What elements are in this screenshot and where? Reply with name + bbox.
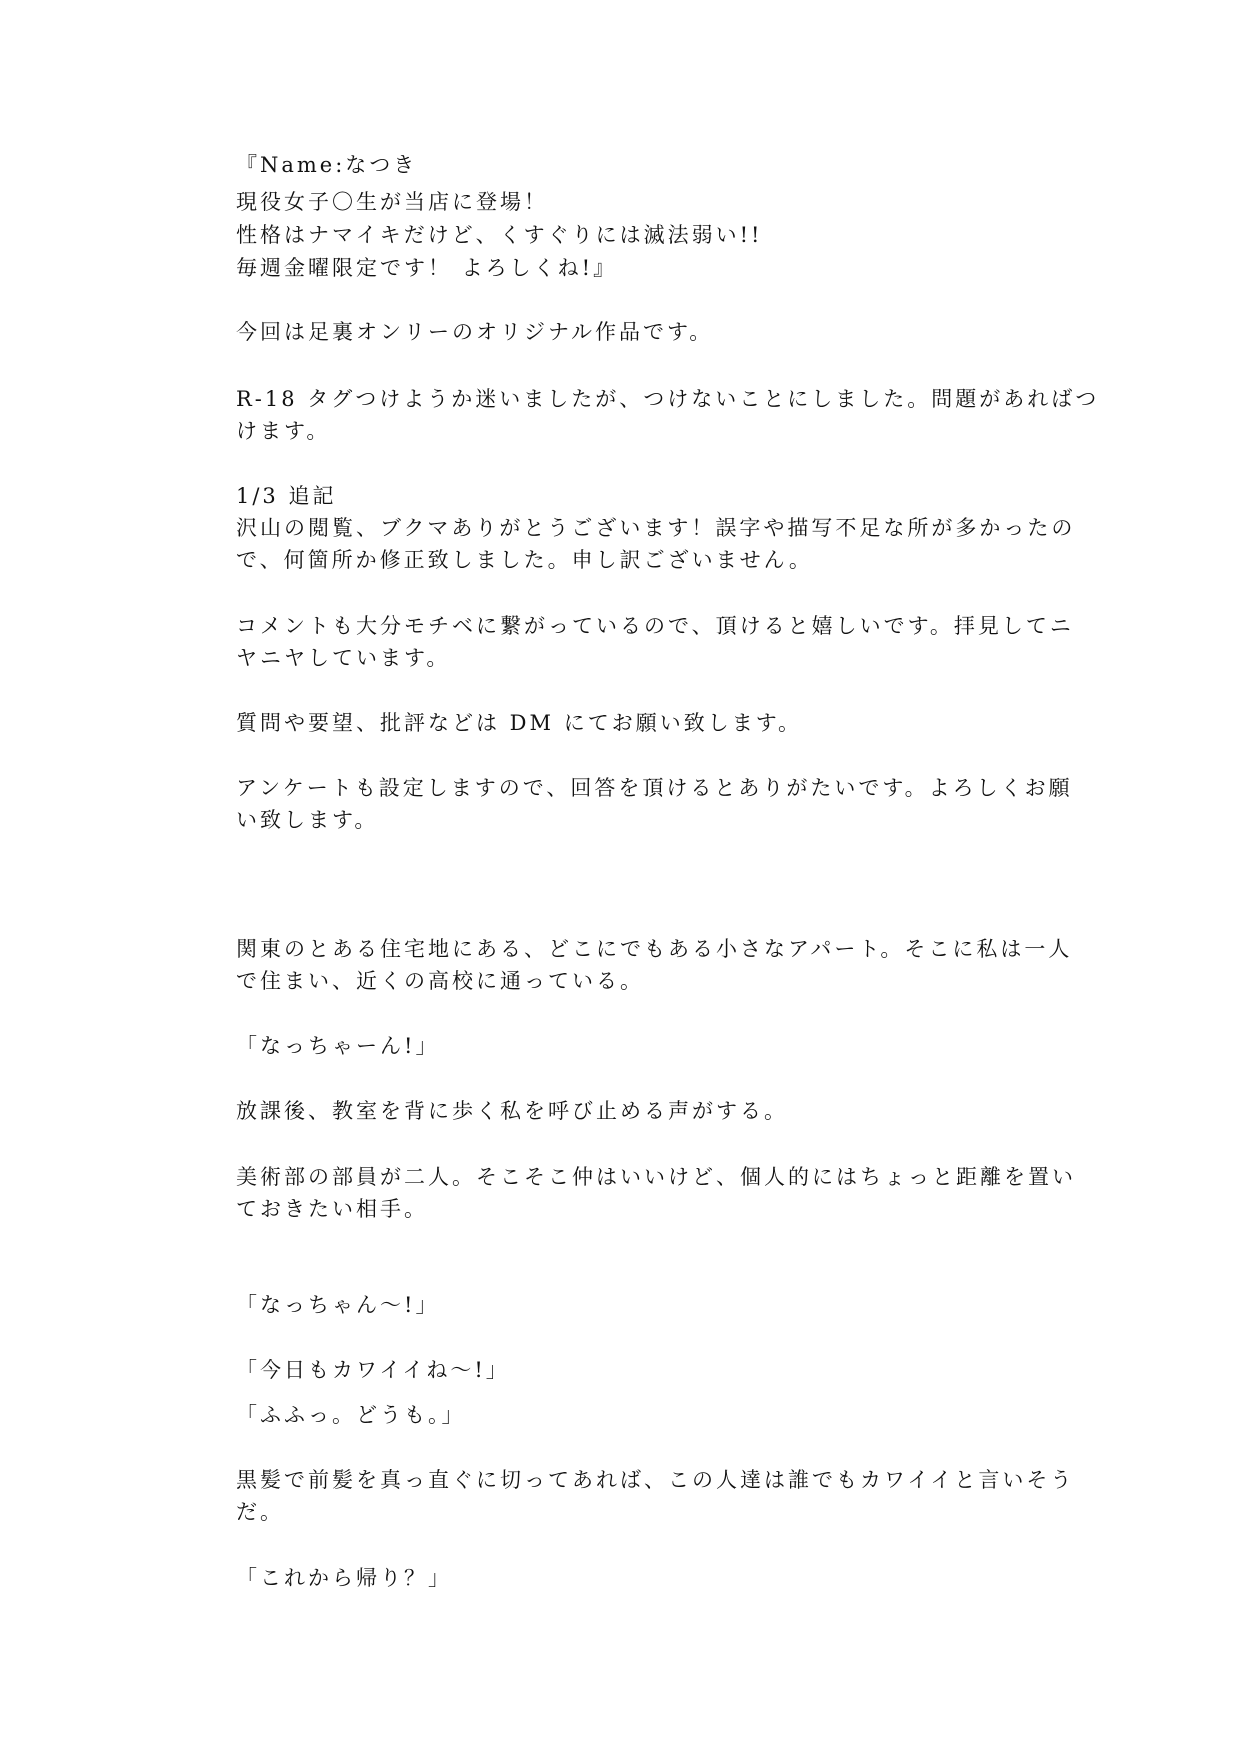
- text-line: 「なっちゃーん!」: [236, 1034, 440, 1058]
- text-line: 質問や要望、批評などは DM にてお願い致します。: [236, 711, 803, 735]
- text-line: 『Name:なつき: [236, 153, 418, 177]
- text-line: 現役女子〇生が当店に登場！: [236, 190, 548, 214]
- text-line: 美術部の部員が二人。そこそこ仲はいいけど、個人的にはちょっと距離を置い: [236, 1165, 1076, 1189]
- text-line: ヤニヤしています。: [236, 646, 451, 670]
- text-line: 毎週金曜限定です！ よろしくね!』: [236, 256, 618, 280]
- text-line: 放課後、教室を背に歩く私を呼び止める声がする。: [236, 1099, 788, 1123]
- text-line: 1/3 追記: [236, 484, 337, 508]
- text-line: だ。: [236, 1500, 284, 1524]
- text-line: 「ふふっ。どうも。」: [236, 1403, 466, 1427]
- text-line: 黒髪で前髪を真っ直ぐに切ってあれば、この人達は誰でもカワイイと言いそう: [236, 1468, 1075, 1492]
- text-line: けます。: [236, 419, 331, 443]
- text-line: 「なっちゃん〜!」: [236, 1293, 440, 1317]
- text-line: ておきたい相手。: [236, 1197, 428, 1221]
- text-line: コメントも大分モチベに繋がっているので、頂けると嬉しいです。拝見してニ: [236, 614, 1074, 638]
- text-line: で住まい、近くの高校に通っている。: [236, 969, 644, 993]
- text-line: い致します。: [236, 808, 379, 832]
- text-line: 沢山の閲覧、ブクマありがとうございます！誤字や描写不足な所が多かったの: [236, 516, 1076, 540]
- text-line: 「これから帰り？」: [236, 1566, 452, 1590]
- text-line: 性格はナマイキだけど、くすぐりには滅法弱い!!: [236, 223, 763, 247]
- text-line: 「今日もカワイイね〜!」: [236, 1358, 510, 1382]
- text-line: 関東のとある住宅地にある、どこにでもある小さなアパート。そこに私は一人: [236, 937, 1073, 961]
- text-line: 今回は足裏オンリーのオリジナル作品です。: [236, 320, 714, 344]
- text-line: R-18 タグつけようか迷いましたが、つけないことにしました。問題があればつ: [236, 387, 1100, 411]
- text-line: で、何箇所か修正致しました。申し訳ございません。: [236, 548, 813, 572]
- text-line: アンケートも設定しますので、回答を頂けるとありがたいです。よろしくお願: [236, 776, 1073, 800]
